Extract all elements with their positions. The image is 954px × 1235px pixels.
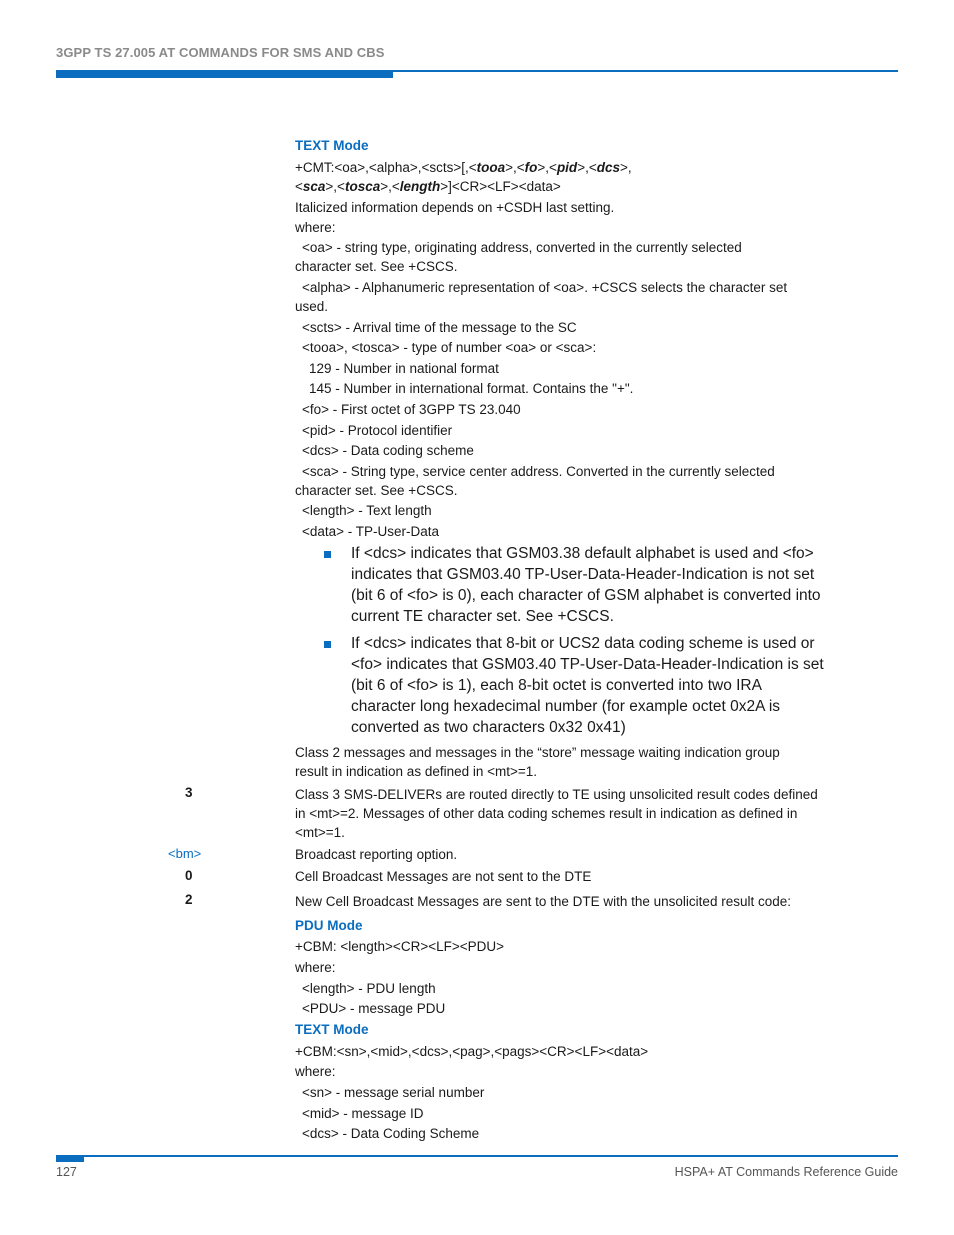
param-sca-cont: character set. See +CSCS. [295, 483, 458, 498]
value-145: 145 - Number in international format. Contains the "+". [309, 381, 634, 396]
class2-note-cont: result in indication as defined in <mt>=1. [295, 764, 538, 779]
param-scts: <scts> - Arrival time of the message to the SC [302, 320, 577, 335]
cbm-pdu-syntax: +CBM: <length><CR><LF><PDU> [295, 939, 504, 954]
cmt-syntax-line-1: +CMT:<oa>,<alpha>,<scts>[,<tooa>,<fo>,<pid>,<dcs>, [295, 160, 632, 175]
cbm-text-syntax: +CBM:<sn>,<mid>,<dcs>,<pag>,<pags><CR><LF><data> [295, 1044, 649, 1059]
bm-value-0: 0 [185, 868, 193, 883]
param-dcs: <dcs> - Data Coding Scheme [302, 1126, 480, 1141]
param-pdu: <PDU> - message PDU [302, 1001, 446, 1016]
page-header-title: 3GPP TS 27.005 AT COMMANDS FOR SMS AND CBS [56, 45, 385, 60]
param-mid: <mid> - message ID [302, 1106, 424, 1121]
param-length: <length> - Text length [302, 503, 432, 518]
param-sn: <sn> - message serial number [302, 1085, 485, 1100]
param-alpha: <alpha> - Alphanumeric representation of <oa>. +CSCS selects the character set [302, 280, 788, 295]
param-dcs: <dcs> - Data coding scheme [302, 443, 474, 458]
bm-value-2: 2 [185, 892, 193, 907]
page-number: 127 [56, 1165, 77, 1179]
bm-desc: Broadcast reporting option. [295, 847, 458, 862]
document-title: HSPA+ AT Commands Reference Guide [674, 1165, 898, 1179]
param-pid: <pid> - Protocol identifier [302, 423, 453, 438]
class2-note: Class 2 messages and messages in the “store” message waiting indication group [295, 745, 780, 760]
cmt-syntax-line-2: <sca>,<tosca>,<length>]<CR><LF><data> [295, 179, 561, 194]
bm-param: <bm> [168, 846, 202, 861]
bm-value-2-desc: New Cell Broadcast Messages are sent to the DTE with the unsolicited result code: [295, 894, 791, 909]
bm-value-0-desc: Cell Broadcast Messages are not sent to the DTE [295, 869, 592, 884]
where-label: where: [295, 1064, 336, 1079]
bullet-marker [324, 551, 331, 558]
param-sca: <sca> - String type, service center address. Converted in the currently selected [302, 464, 775, 479]
bullet-item-8bit-ucs2: If <dcs> indicates that 8-bit or UCS2 data coding scheme is used or <fo> indicates that GSM03.40 TP-User-Data-Header-Indication is set (bit 6 of <fo> is 1), each 8-bit octet is converted into two IRA character long hexadecimal number (for example octet 0x2A is converted as two characters 0x32 0x41) [351, 635, 824, 736]
where-label: where: [295, 960, 336, 975]
footer-accent-bar [56, 1155, 84, 1162]
value-129: 129 - Number in national format [309, 361, 499, 376]
mt3-desc: Class 3 SMS-DELIVERs are routed directly to TE using unsolicited result codes defined [295, 787, 818, 802]
param-fo: <fo> - First octet of 3GPP TS 23.040 [302, 402, 521, 417]
param-oa: <oa> - string type, originating address, converted in the currently selected [302, 240, 742, 255]
param-pdu-length: <length> - PDU length [302, 981, 436, 996]
param-oa-cont: character set. See +CSCS. [295, 259, 458, 274]
bullet-marker [324, 641, 331, 648]
param-data: <data> - TP-User-Data [302, 524, 440, 539]
text-mode-heading: TEXT Mode [295, 1022, 369, 1037]
where-label: where: [295, 220, 336, 235]
italic-note: Italicized information depends on +CSDH last setting. [295, 200, 615, 215]
mt3-desc-cont: <mt>=1. [295, 825, 345, 840]
header-accent-bar [56, 70, 393, 78]
pdu-mode-heading: PDU Mode [295, 918, 363, 933]
mt3-desc-cont: in <mt>=2. Messages of other data coding schemes result in indication as defined in [295, 806, 798, 821]
param-tooa-tosca: <tooa>, <tosca> - type of number <oa> or <sca>: [302, 340, 597, 355]
bullet-item-gsm-alphabet: If <dcs> indicates that GSM03.38 default alphabet is used and <fo> indicates that GSM03.40 TP-User-Data-Header-Indication is not set (bit 6 of <fo> is 0), each character of GSM alphabet is converted into current TE character set. See +CSCS. [351, 545, 821, 625]
param-alpha-cont: used. [295, 299, 329, 314]
mt-value-3: 3 [185, 785, 193, 800]
text-mode-heading: TEXT Mode [295, 138, 369, 153]
footer-rule [56, 1155, 898, 1157]
